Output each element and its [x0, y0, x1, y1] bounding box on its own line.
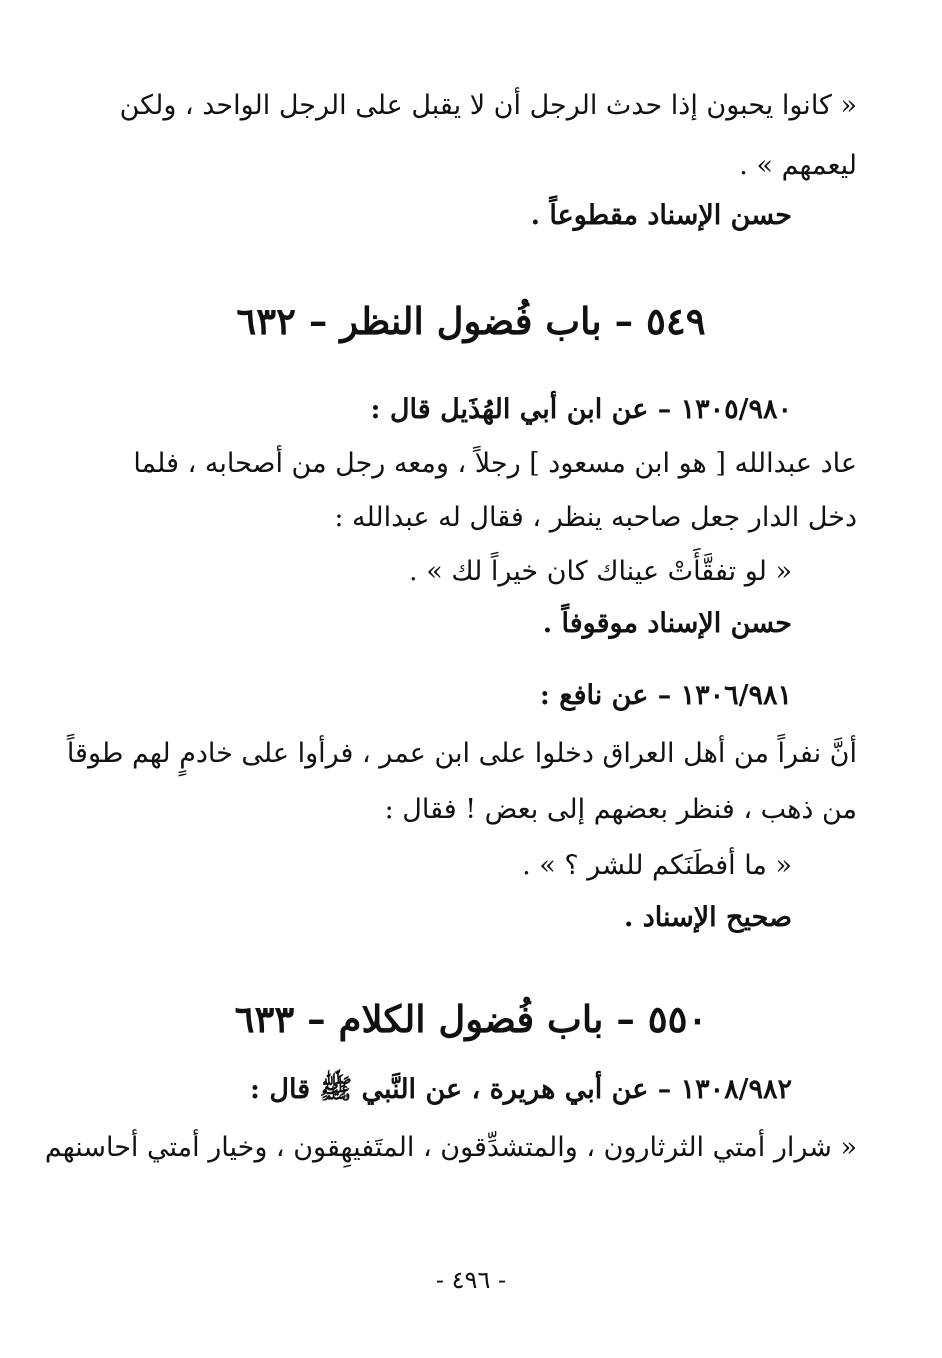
- text-line-1: « كانوا يحبون إذا حدث الرجل أن لا يقبل على الرجل الواحد ، ولكن: [119, 90, 857, 121]
- hadith-number-981: ١٣٠٦/٩٨١ – عن نافع :: [539, 680, 792, 711]
- grading-line-3: صحيح الإسناد .: [623, 902, 792, 933]
- grading-line-1: حسن الإسناد مقطوعاً .: [530, 200, 792, 231]
- hadith-number-982: ١٣٠٨/٩٨٢ – عن أبي هريرة ، عن النَّبي ﷺ قال :: [250, 1074, 792, 1105]
- chapter-heading-549: ٥٤٩ – باب فُضول النظر – ٦٣٢: [236, 299, 706, 343]
- text-line-12: من ذهب ، فنظر بعضهم إلى بعض ! فقال :: [384, 794, 857, 825]
- text-line-11: أنَّ نفراً من أهل العراق دخلوا على ابن عمر ، فرأوا على خادمٍ لهم طوقاً: [66, 738, 857, 769]
- quote-line-2: « ما أفطَنَكم للشر ؟ » .: [522, 850, 792, 881]
- grading-line-2: حسن الإسناد موقوفاً .: [542, 608, 792, 639]
- chapter-heading-550: ٥٥٠ – باب فُضول الكلام – ٦٣٣: [234, 997, 708, 1041]
- text-line-7: دخل الدار جعل صاحبه ينظر ، فقال له عبدالله :: [334, 502, 857, 533]
- quote-line-1: « لو تفقَّأَتْ عيناك كان خيراً لك » .: [409, 556, 792, 587]
- text-line-2: ليعمهم » .: [739, 150, 857, 181]
- text-line-6: عاد عبدالله [ هو ابن مسعود ] رجلاً ، ومعه رجل من أصحابه ، فلما: [133, 448, 857, 479]
- page-number: - ٤٩٦ -: [435, 1266, 507, 1294]
- hadith-number-980: ١٣٠٥/٩٨٠ – عن ابن أبي الهُذَيل قال :: [370, 394, 792, 425]
- text-line-17: « شرار أمتي الثرثارون ، والمتشدِّقون ، المتَفيهِقون ، وخيار أمتي أحاسنهم: [44, 1132, 857, 1163]
